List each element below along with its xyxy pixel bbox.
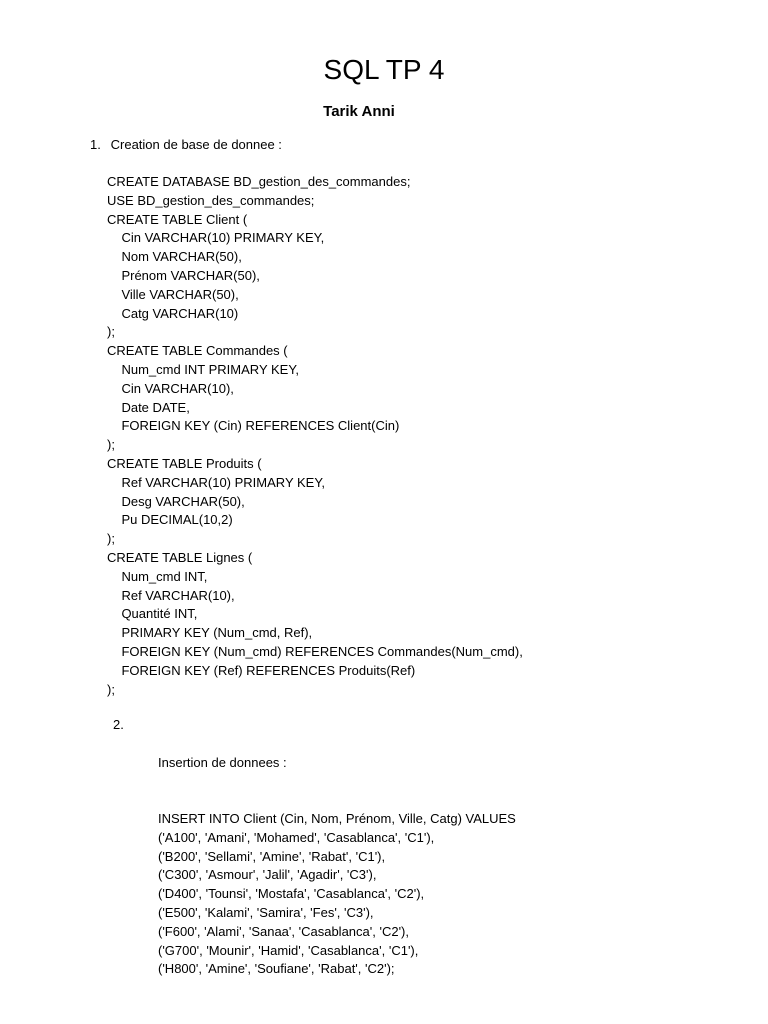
sql-code-line: CREATE TABLE Produits ( xyxy=(107,455,262,471)
sql-code-line: CREATE DATABASE BD_gestion_des_commandes; xyxy=(107,174,411,189)
sql-code-line: CREATE TABLE Commandes ( xyxy=(107,343,288,359)
sql-code-line: Num_cmd INT, xyxy=(107,568,208,584)
sql-insert-line: ('F600', 'Alami', 'Sanaa', 'Casablanca', 'C2'), xyxy=(158,923,409,939)
sql-code-line: ); xyxy=(107,531,115,547)
sql-code-line: Pu DECIMAL(10,2) xyxy=(107,512,233,528)
section-2-number: 2. xyxy=(113,717,124,732)
sql-code-line: FOREIGN KEY (Ref) REFERENCES Produits(Ref) xyxy=(107,662,416,678)
sql-code-line: ); xyxy=(107,681,115,697)
sql-insert-line: ('E500', 'Kalami', 'Samira', 'Fes', 'C3'), xyxy=(158,904,374,920)
sql-code-line: Nom VARCHAR(50), xyxy=(107,249,242,265)
section-1-number: 1. xyxy=(90,137,101,152)
sql-code-line: Prénom VARCHAR(50), xyxy=(107,267,260,283)
sql-insert-line: ('G700', 'Mounir', 'Hamid', 'Casablanca', 'C1'), xyxy=(158,942,419,958)
document-title: SQL TP 4 xyxy=(323,54,445,85)
sql-code-line: CREATE TABLE Lignes ( xyxy=(107,549,253,565)
sql-code-line: ); xyxy=(107,324,115,340)
sql-code-line: Ref VARCHAR(10), xyxy=(107,587,235,603)
sql-code-line: Quantité INT, xyxy=(107,606,198,622)
sql-code-line: Cin VARCHAR(10), xyxy=(107,380,234,396)
sql-code-line: Ville VARCHAR(50), xyxy=(107,286,239,302)
section-1-sql-code xyxy=(107,173,523,699)
sql-code-line: FOREIGN KEY (Cin) REFERENCES Client(Cin) xyxy=(107,418,400,434)
section-1-title: Creation de base de donnee : xyxy=(110,137,282,152)
sql-code-line: CREATE TABLE Client ( xyxy=(107,211,248,227)
sql-code-line: PRIMARY KEY (Num_cmd, Ref), xyxy=(107,625,313,641)
sql-code-line: Catg VARCHAR(10) xyxy=(107,305,239,321)
section-1-heading xyxy=(90,136,282,155)
sql-code-line: Desg VARCHAR(50), xyxy=(107,493,245,509)
sql-insert-line: ('B200', 'Sellami', 'Amine', 'Rabat', 'C1'), xyxy=(158,848,386,864)
sql-code-line: FOREIGN KEY (Num_cmd) REFERENCES Commandes(Num_cmd), xyxy=(107,643,523,659)
sql-insert-line: ('H800', 'Amine', 'Soufiane', 'Rabat', 'C2'); xyxy=(158,961,395,977)
sql-code-line: ); xyxy=(107,437,115,453)
sql-code-line: USE BD_gestion_des_commandes; xyxy=(107,192,315,208)
sql-code-line: Num_cmd INT PRIMARY KEY, xyxy=(107,361,299,377)
sql-insert-line: ('D400', 'Tounsi', 'Mostafa', 'Casablanca', 'C2'), xyxy=(158,886,425,902)
sql-code-line: Cin VARCHAR(10) PRIMARY KEY, xyxy=(107,230,325,246)
sql-code-line: Date DATE, xyxy=(107,399,190,415)
section-2-body xyxy=(158,716,516,979)
sql-insert-line: INSERT INTO Client (Cin, Nom, Prénom, Ville, Catg) VALUES xyxy=(158,810,516,826)
sql-code-line: Ref VARCHAR(10) PRIMARY KEY, xyxy=(107,474,325,490)
sql-insert-line: ('C300', 'Asmour', 'Jalil', 'Agadir', 'C3'), xyxy=(158,867,377,883)
document-author: Tarik Anni xyxy=(323,103,395,120)
sql-insert-line: ('A100', 'Amani', 'Mohamed', 'Casablanca', 'C1'), xyxy=(158,829,435,845)
section-2-title: Insertion de donnees : xyxy=(158,754,287,770)
